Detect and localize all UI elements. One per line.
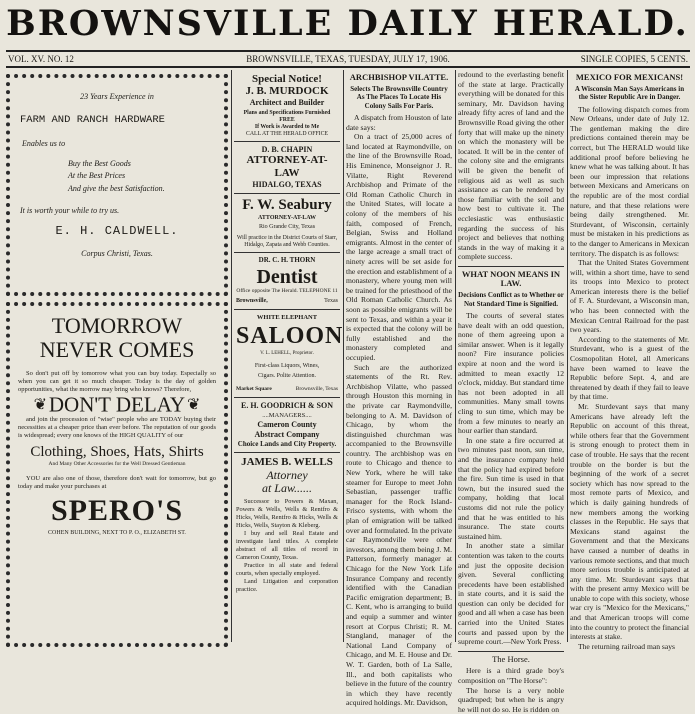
card-location	[236, 385, 338, 395]
column-rule	[343, 70, 344, 642]
article-paragraph: A dispatch from Houston of late date says:	[346, 113, 452, 132]
article-divider	[458, 266, 564, 267]
article-divider	[458, 651, 564, 652]
article-paragraph: Here is a third grade boy's composition on "The Horse":	[458, 666, 564, 686]
dateline-bar	[6, 50, 690, 68]
masthead	[0, 0, 695, 50]
article-headline: MEXICO FOR MEXICANS!	[575, 72, 684, 82]
card-text-2: I buy and sell Real Estate and investigate land titles. A complete abstract of all titles of record in Cameron County, Texas.	[236, 530, 338, 562]
article-paragraph: In another state a similar contention was taken to the courts and just the opposite decision given. Several conflicting precedents have been established in state courts, and it is said the question can only be decided for good and all when a case has been carried into the United States courts and passed upon by the supreme court.—New York Press.	[458, 541, 564, 647]
wells-card	[234, 453, 340, 597]
card-title: ATTORNEY-AT-LAW	[246, 154, 328, 180]
article-paragraph: Such are the authorized statements of the Rt. Rev. Archbishop Vilatte, who passed through Houston this morning in the private car Raymondville, belonging to A. M. Davidson of Chicago, by whom the distinguished churchman was accompanied to the Brownsville country. The archbishop was en route to Chicago and thence to New York, where he will take steamer for Europe to meet John Sebastian, passenger traffic manager for the Rock Island-Frisco systems, with whom the plan of emigration will be talked over and formulated. In the private car Raymondville were other investors, among them being J. M. Patterson, formerly manager at Chicago for the New York Life Insurance Company and recently identified with the Canadian Pacific emigration department; B. C. Kent, who is arranging to build and equip a summer and winter resort at Corpus Christi; R. M. Stangland, manager of the National Land Company of Chicago, and M. E. House and Dr. W. T. Garden, both of La Salle, Ill., and both capitalists who believe in the future of the country in which they have recently acquired holdings. Mr. Davidson,	[346, 362, 452, 708]
goodrich-card	[234, 398, 340, 453]
card-title: Architect and Builder	[249, 98, 325, 107]
ad-delay: DON'T DELAY	[48, 392, 186, 417]
saloon-card	[234, 310, 344, 398]
card-notice: Special Notice!	[252, 73, 322, 85]
card-title-1: Attorney	[266, 468, 308, 483]
card-managers: ....MANAGERS....	[262, 411, 312, 419]
ad-experience: 23 Years Experience in	[80, 92, 154, 101]
business-card-column	[234, 70, 344, 642]
card-location	[236, 297, 338, 307]
center-article-column	[458, 70, 564, 714]
ad-merchant-name: E. H. CALDWELL.	[55, 224, 179, 239]
chapin-card	[234, 142, 340, 194]
card-name: J. B. MURDOCK	[245, 85, 329, 97]
ad-enables: Enables us to	[22, 139, 66, 149]
card-title: SALOON	[236, 322, 344, 349]
ad-line-2: At the Best Prices	[68, 171, 126, 181]
ad-address: COHEN BUILDING, NEXT TO P. O., ELIZABETH ST.	[48, 530, 186, 537]
ad-body-text: and join the procession of "wise" people who are TODAY buying their necessities at a cheaper price than ever before. The reputation of our goods is widespread; every one knows of the HIGH QUALITY of our	[18, 416, 216, 440]
article-paragraph: The returning railroad man says	[578, 641, 675, 651]
article-headline: The Horse.	[492, 653, 530, 664]
publication-date: BROWNSVILLE, TEXAS, TUESDAY, JULY 17, 1906.	[246, 54, 450, 64]
article-paragraph: That the United States Government will, within a short time, have to send its troops into Mexico to protect American interests there is the belief of F. A. Sturdevant, a Wisconsin man, who has been connected with the Mexican Central Railroad for the past two years.	[570, 258, 689, 335]
article-subhead: Decisions Conflict as to Whether or Not Standard Time is Signified.	[458, 291, 564, 308]
card-text-1: Successor to Powers & Maxan, Powers & Wells, Wells & Rentfro & Hicks, Wells, Rentfro & Hicks, Wells & Hicks, Wells, Stayton & Kleberg.	[236, 498, 338, 530]
ad-line-1: Buy the Best Goods	[68, 158, 131, 168]
article-continuation: redound to the everlasting benefit of the state at large. Practically everything will be donated for this seminary, Mr. Davidson having already fifty acres of land and the Brownsville Road giving the other forty that will make up the ninety on which the monastery will be located. It will be in the center of the colony site and the emigrants will be given the benefit of religious aid as well as such assistance as can be rendered by those familiar with the soil and how best to cultivate it. The ecclesiastic was enthusiastic regarding the success of his project and believes that nothing stands in the way of making it a complete success.	[458, 70, 564, 262]
card-city: Brownsville, Texas	[295, 385, 338, 392]
card-city: Brownsville,	[236, 297, 268, 304]
card-market: Market Square	[236, 385, 272, 392]
ad-closing-text: YOU are also one of those, therefore don't wait for tomorrow, but go today and make your purchases at	[18, 475, 216, 491]
card-name: E. H. GOODRICH & SON	[240, 401, 333, 411]
ad-headline-2: NEVER COMES	[39, 337, 195, 362]
ad-store-name: SPERO'S	[50, 494, 184, 528]
card-line-3: CALL AT THE HERALD OFFICE	[245, 130, 329, 137]
article-subhead: A Wisconsin Man Says Americans in the Sister Republic Are in Danger.	[574, 84, 685, 102]
card-title: Dentist	[256, 265, 318, 288]
card-city: HIDALGO, TEXAS	[252, 180, 322, 190]
left-ad-column	[6, 70, 228, 642]
ad-business: FARM AND RANCH HARDWARE	[20, 113, 165, 126]
ad-intro-text: So don't put off by tomorrow what you can buy today. Especially so when you can get it so much cheaper. Today is the day of golden opportunities, what the morrow may bring who knows? Therefore,	[18, 370, 216, 393]
card-name: F. W. Seabury	[242, 196, 332, 213]
column-rule	[231, 70, 232, 642]
card-line-2: If Work is Awarded to Me	[254, 123, 320, 130]
card-line-1: Plans and Specifications Furnished FREE	[243, 109, 331, 123]
seabury-card	[234, 194, 340, 253]
card-text-3: Practice in all state and federal courts, when specially employed.	[236, 562, 338, 578]
caldwell-hardware-ad	[6, 74, 228, 296]
card-name: JAMES B. WELLS	[241, 456, 333, 469]
vilatte-article	[346, 70, 452, 708]
article-paragraph: In one state a fire occurred at two minutes past noon, sun time, and the insurance company held that the policy had expired before the fire. Sun time is used in that town, but the insured sued the company, holding that local customs did not rule the policy and that he was entitled to his insurance. The state courts sustained him.	[458, 435, 564, 541]
article-paragraph: The following dispatch comes from New Orleans, under date of July 12. The gentleman making the dire predictions contained therein may be correct, but The HERALD would like additional proof before believing he knew what he was talking about. It has been our impression that relations between Mexicans and Americans on the republic are of the most cordial nature, and that these relations were being daily strengthened. Mr. Sturdevant, of Wisconsin, certainly must be mistaken in his predictions as to the danger to Americans in Mexican territory. The dispatch is as follows:	[570, 104, 689, 258]
card-name: D. B. CHAPIN	[261, 144, 313, 154]
card-owner: V. L. LEHELL, Proprietor.	[260, 350, 314, 356]
thorn-dentist-card	[234, 253, 340, 310]
ad-headline-1: TOMORROW	[51, 313, 183, 338]
card-line-1: First-class Liquors, Wines,	[254, 363, 320, 370]
card-state: Texas	[324, 297, 338, 304]
ad-city: Corpus Christi, Texas.	[81, 248, 153, 258]
article-paragraph: According to the statements of Mr. Sturdevant, who is a guest of the Cosmopolitan Hotel, all Americans have been warned to leave the Republic before Sept. 4, and are threatened by death if they fail to leave by that time.	[570, 334, 689, 402]
card-pre: WHITE ELEPHANT	[256, 314, 318, 322]
volume-number: VOL. XV. NO. 12	[8, 54, 74, 64]
card-text: Will practice in the District Courts of Starr, Hidalgo, Zapata and Webb Counties.	[236, 234, 338, 248]
ad-line-3: And give the best Satisfaction.	[68, 183, 165, 193]
fleur-icon: ❦	[187, 396, 201, 414]
card-office: Office opposite The Herald. TELEPHONE 11	[236, 287, 338, 294]
murdock-card	[234, 70, 340, 142]
article-headline: WHAT NOON MEANS IN LAW.	[461, 268, 561, 289]
card-title: ATTORNEY-AT-LAW	[258, 214, 316, 221]
article-headline: ARCHBISHOP VILATTE.	[349, 72, 449, 82]
article-paragraph: Mr. Sturdevant says that many Americans have already left the Republic on account of this threat, while others fear that the Government is strong enough to protect them in case of trouble. He says that the recent trouble on the border is but the beginning of the work of a secret society which has now spread to the most remote parts of Mexico, and which is daily gaining hundreds of new members among the working classes in the Republic. He says that Mexicans stand against the Government and that the Mexicans have caused a number of deaths in various remote sections, and that much more serious trouble is anticipated at any time. Mr. Sturdevant says that with the present army Mexico will be unable to cope with this society, whose war cry is "Mexico for the Mexicans," and that American troops will come into the country to protect the financial interests at stake.	[570, 402, 689, 642]
card-text-4: Land Litigation and corporation practice.	[236, 578, 338, 594]
card-line-2: Cigars. Polite Attention.	[258, 372, 316, 379]
dont-delay-banner	[18, 392, 216, 417]
ad-goods-sub: And Many Other Accessories for the Well Dressed Gentleman	[48, 460, 186, 467]
card-city: Rio Grande City, Texas	[258, 224, 316, 231]
ad-worth: It is worth your while to try us.	[20, 205, 120, 215]
card-line-1: Cameron County	[257, 420, 317, 430]
spero-clothing-ad	[6, 302, 228, 647]
newspaper-title: BROWNSVILLE DAILY HERALD.	[6, 3, 689, 44]
price: SINGLE COPIES, 5 CENTS.	[580, 54, 688, 64]
mexico-article	[570, 70, 689, 651]
article-paragraph: The horse is a very noble quadruped; but when he is angry he will not do so. He is ridden on	[458, 685, 564, 714]
ad-goods: Clothing, Shoes, Hats, Shirts	[30, 444, 204, 461]
article-paragraph: On a tract of 25,000 acres of land located at Raymondville, on the line of the Brownsville Road, His Eminence, Monseignor J. R. Vilatte, Right Reverend Archbishop and Primate of the Old Roman Catholic Church in the United States, will locate a colony of the members of his faith, composed of French, Belgian, Swiss and Holland emigrants. Almost in the center of the large acreage a small tract of ninety acres will be set aside for the erection and establishment of a monastery, where young men will be trained for the priesthood of the Old Roman Catholic Church. As soon as possible emigrants will be sent to Texas, and within a year it is expected that the colony will be fully established and the monastery completed and occupied.	[346, 132, 452, 362]
article-paragraph: The courts of several states have dealt with an odd question, none of them agreeing upon a similar answer. When is it legally noon? Fire insurance policies expire at noon and the word is admitted to mean exactly 12 o'clock, midday. But standard time has not been adopted in all communities. Many small towns cling to sun time, which may be from a few minutes to nearly an hour earlier than standard.	[458, 311, 564, 436]
article-subhead: Selects The Brownsville Country As The Places To Locate His Colony Sails For Paris.	[350, 84, 448, 110]
card-title-2: at Law......	[261, 481, 313, 496]
column-rule	[567, 70, 568, 642]
card-line-2: Abstract Company	[254, 429, 320, 439]
fleur-icon: ❦	[33, 396, 47, 414]
column-rule	[455, 70, 456, 642]
card-line-3: Choice Lands and City Property.	[237, 439, 337, 448]
card-name: DR. C. H. THORN	[258, 255, 316, 264]
